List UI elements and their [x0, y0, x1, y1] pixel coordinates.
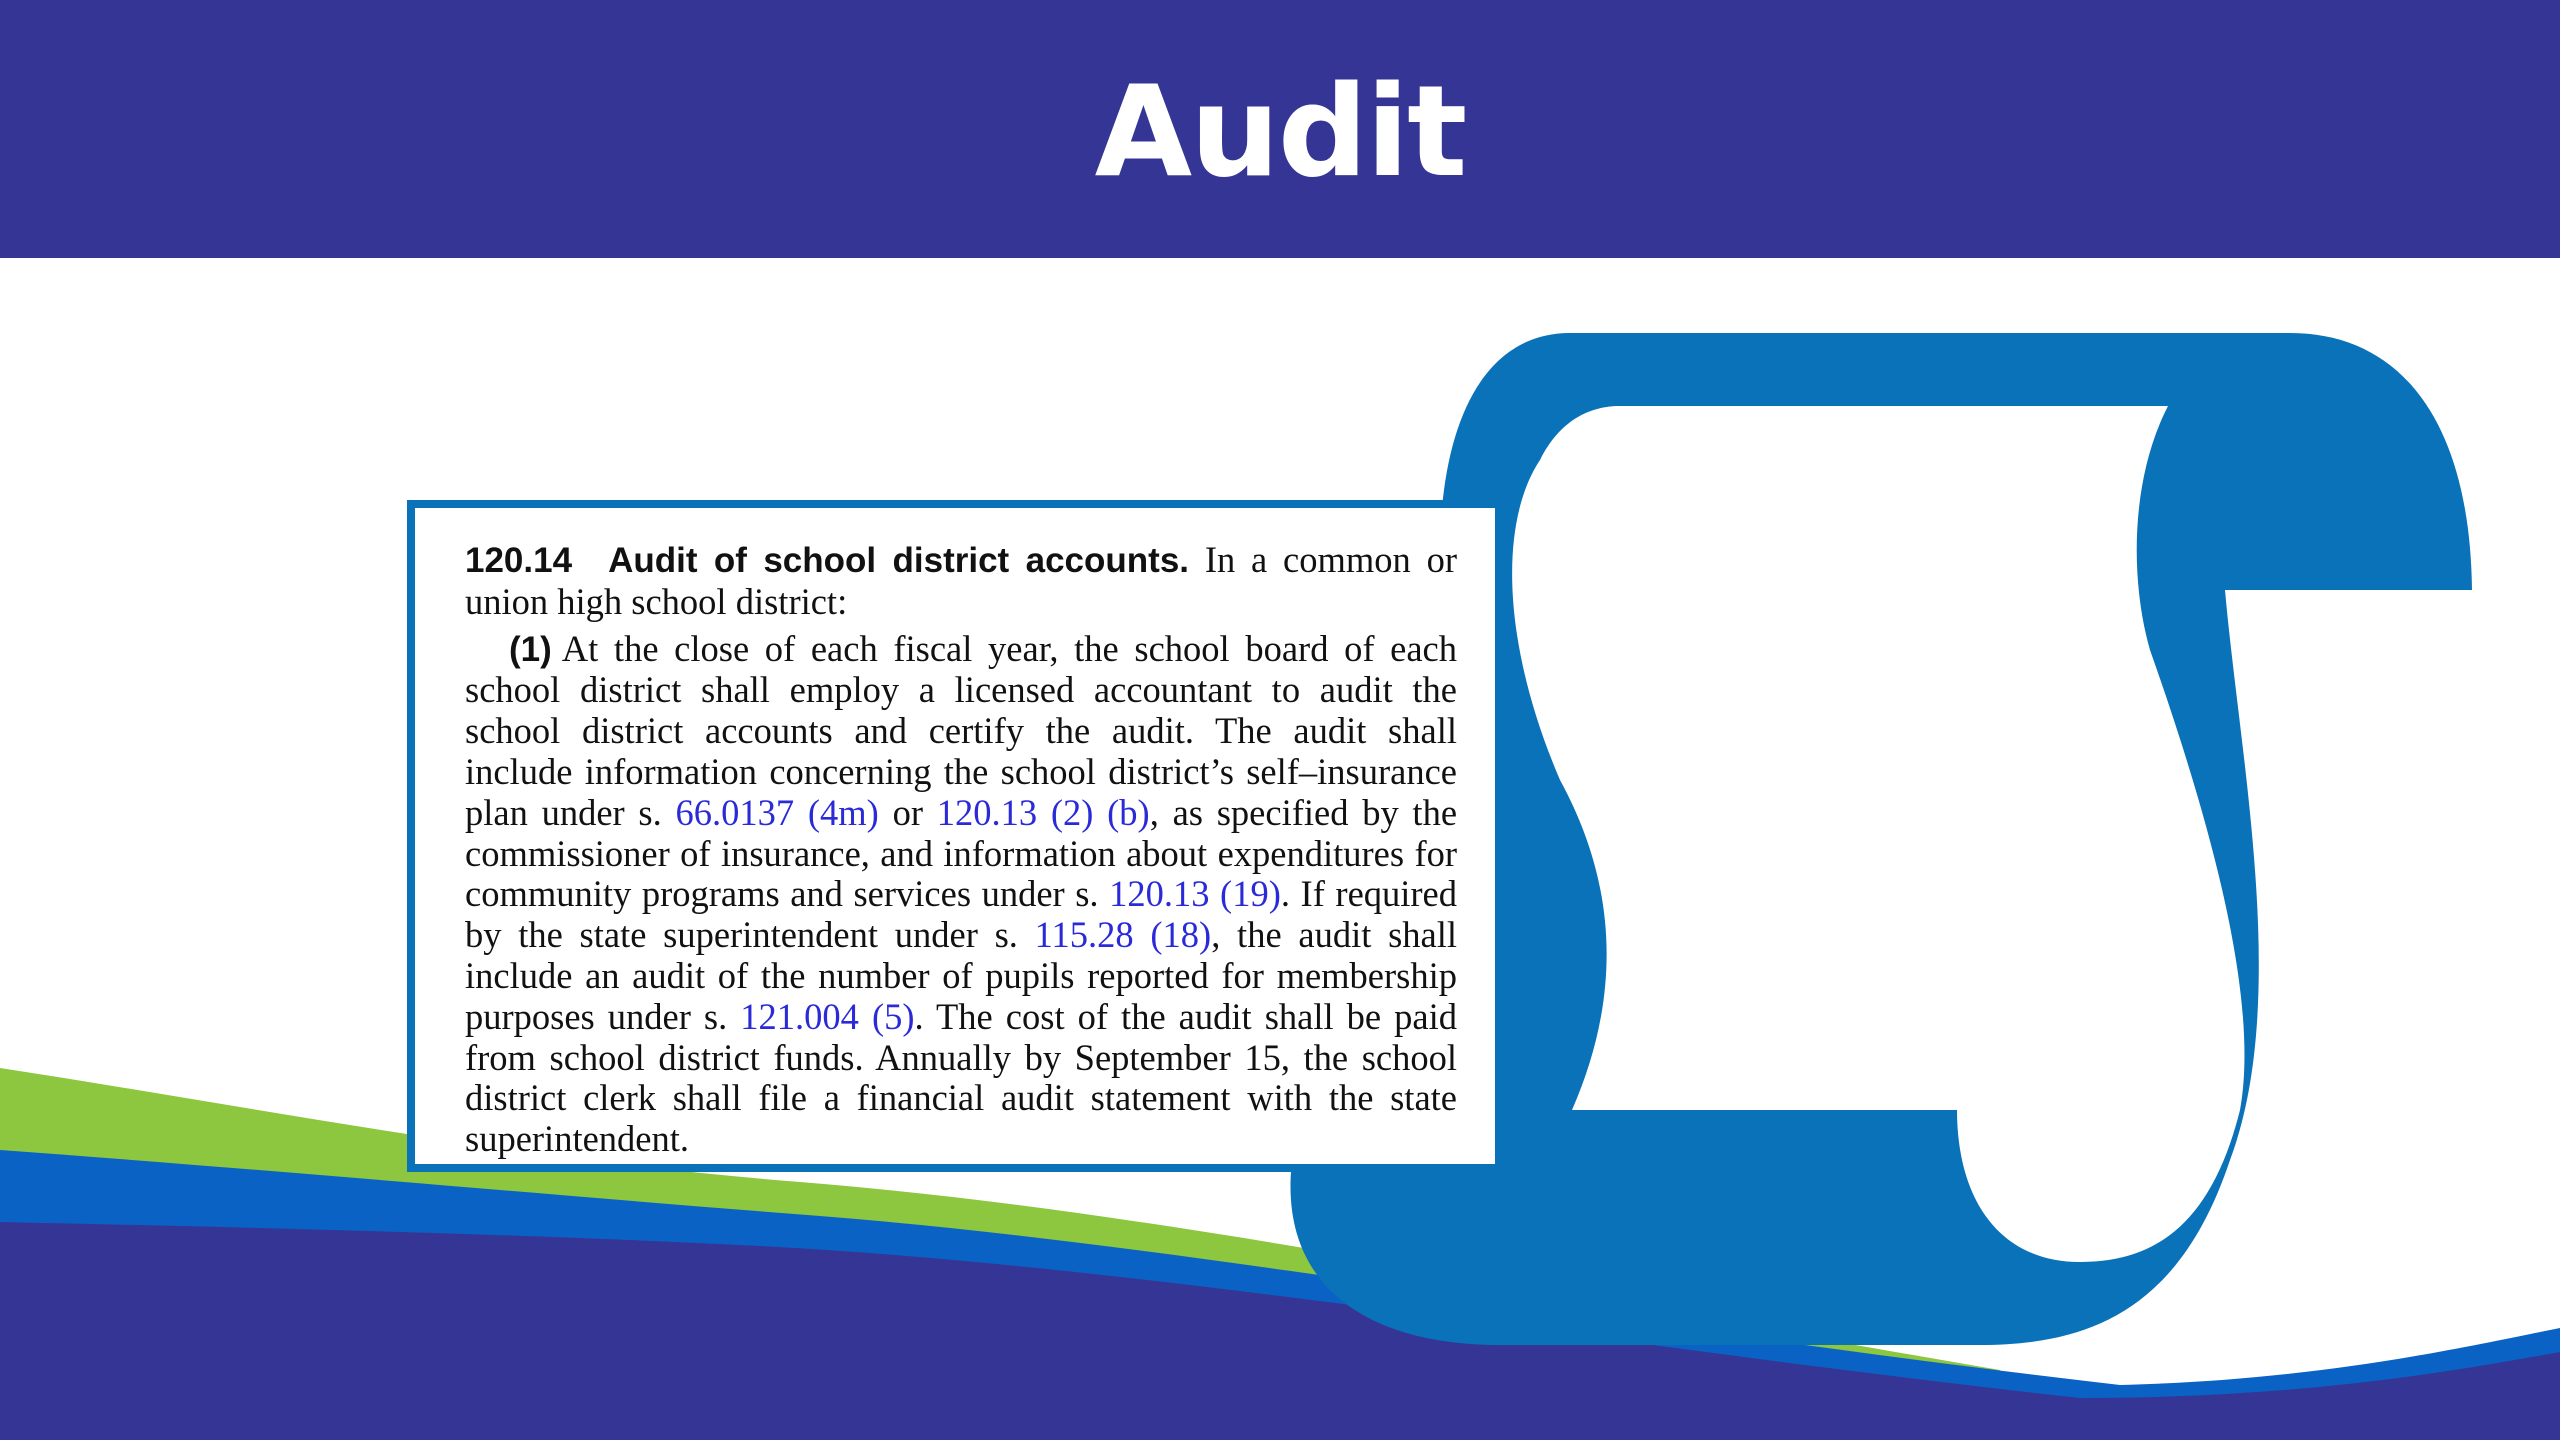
section-title: Audit of school district accounts.	[608, 541, 1190, 580]
subsection-1	[465, 629, 1457, 1160]
section-intro: In a common or union high school district:	[465, 539, 1457, 622]
text-part-2: or	[878, 791, 937, 833]
text-part-1: At the close of each fiscal year, the school board of each school district shall employ a licensed accountant to audit the school district accounts and certify the audit. The audit shall include information concerning the school district’s self–insurance plan under s.	[465, 627, 1457, 833]
section-number: 120.14	[465, 541, 573, 580]
statute-link-120-13-19[interactable]: 120.13 (19)	[1109, 873, 1281, 915]
statute-excerpt	[407, 500, 1503, 1172]
statute-heading	[465, 540, 1457, 623]
subsection-number: (1)	[509, 629, 552, 669]
statute-link-121-004-5[interactable]: 121.004 (5)	[740, 995, 915, 1037]
text-part-6: . The cost of the audit shall be paid from school district funds. Annually by September 15, the school district clerk shall file a financial audit statement with the state superintendent.	[465, 995, 1457, 1160]
statute-link-115-28-18[interactable]: 115.28 (18)	[1034, 914, 1212, 956]
text-part-3: , as specified by the commissioner of insurance, and information about expenditures for community programs and services under s.	[465, 791, 1458, 915]
statute-text	[465, 540, 1457, 1160]
statute-link-120-13-2-b[interactable]: 120.13 (2) (b)	[936, 791, 1150, 833]
text-part-4: . If required by the state superintendent under s.	[465, 873, 1458, 956]
text-part-5: , the audit shall include an audit of the number of pupils reported for membership purposes under s.	[465, 914, 1458, 1037]
statute-link-66-0137[interactable]: 66.0137 (4m)	[675, 791, 879, 833]
slide-title: Audit	[1094, 58, 1466, 205]
